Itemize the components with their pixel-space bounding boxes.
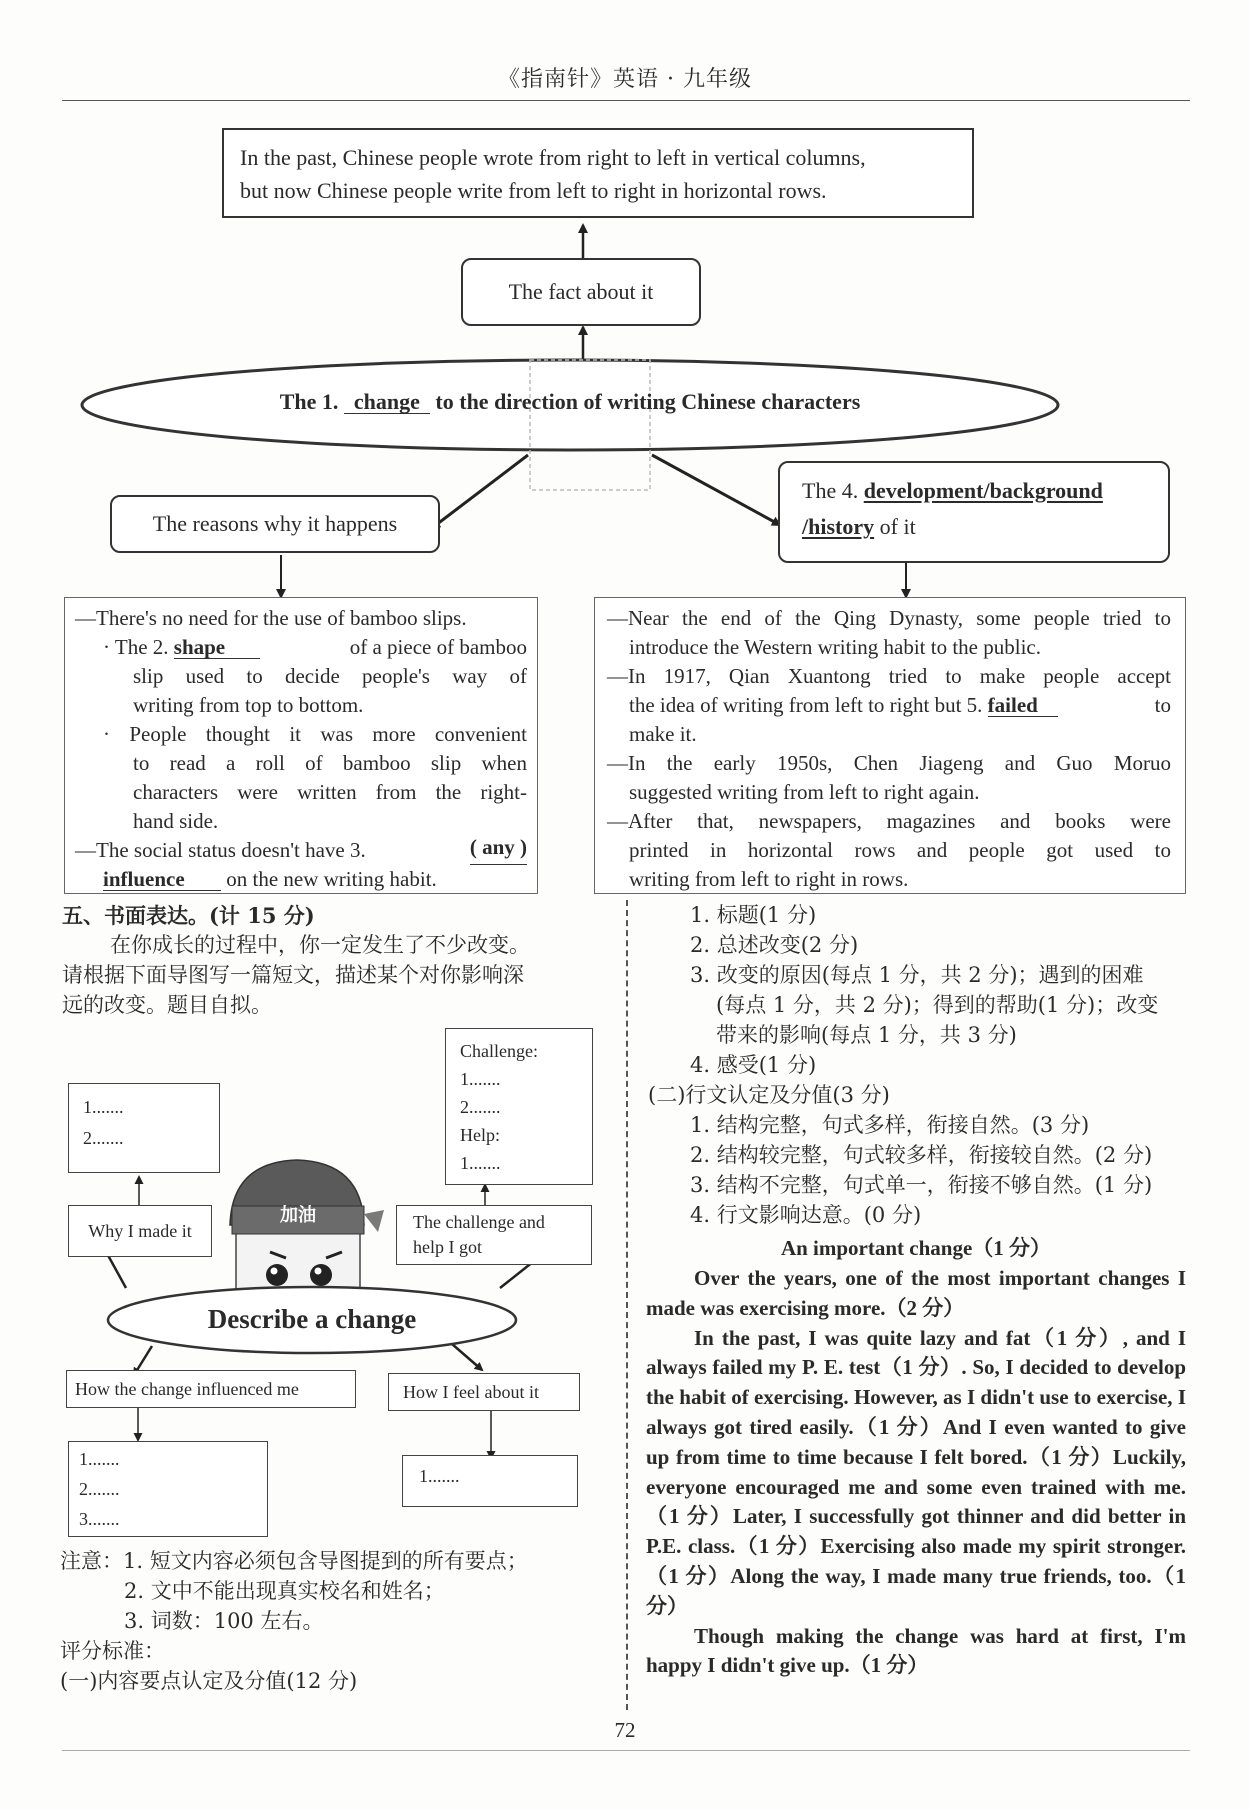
section5-prompt: [62, 930, 612, 1020]
history-item-1-line2: introduce the Western writing habit to the public.: [629, 635, 1041, 659]
reason-item-2-line2: [75, 865, 527, 894]
notes-label: 注意：: [60, 1549, 123, 1573]
scoring-criteria: [648, 900, 1193, 1230]
help-item-1: 1.......: [460, 1153, 501, 1173]
fact-about-it-node: The fact about it: [461, 258, 701, 326]
why-item-2: 2.......: [83, 1128, 124, 1148]
reasons-list-box: [64, 597, 538, 894]
content-point-2: 2. 总述改变(2 分): [690, 933, 859, 957]
note-2: 2. 文中不能出现真实校名和姓名；: [124, 1579, 445, 1603]
essay-paragraph-3: Though making the change was hard at first, I'm happy I didn't give up.（1 分）: [646, 1623, 1186, 1678]
reason-sub-2-line4: hand side.: [133, 809, 219, 833]
reason-sub-2-line1: · People thought it was more convenient: [103, 722, 527, 746]
mascot-headband-text: 加油: [280, 1205, 316, 1226]
influence-item-2: 2.......: [79, 1479, 120, 1499]
reason-item-1: —There's no need for the use of bamboo slips.: [75, 606, 467, 630]
reason-sub-2-line2: to read a roll of bamboo slip when: [133, 751, 527, 775]
style-point-4: 4. 行文影响达意。(0 分): [690, 1203, 922, 1227]
notes-block: [60, 1546, 528, 1696]
section5-heading: 五、书面表达。(计 15 分): [62, 903, 315, 928]
essay-paragraph-2: In the past, I was quite lazy and fat（1 分）, and I always failed my P. E. test（1 分）. So, I decided to develop the habit of exercising. However, as I didn't use to exercise, I always got tired easily.（1 分）And I even wanted to give up from time to time because I felt bored.（1 分）Luckily, everyone encouraged me and some even trained with me.（1 分）Later, I successfully got thinner and did better in P.E. class.（1 分）Exercising also made my spirit stronger.（1 分）Along the way, I made many true friends, too.（1 分）: [646, 1325, 1186, 1618]
history-list-box: [594, 597, 1186, 894]
feel-items-box: [402, 1455, 578, 1507]
reason-item-2-line1: [75, 836, 527, 865]
influence-items-box: [68, 1441, 268, 1537]
style-point-3: 3. 结构不完整，句式单一，衔接不够自然。(1 分): [690, 1173, 1153, 1197]
page-number: 72: [614, 1718, 636, 1742]
blank-5-suffix: to: [1154, 693, 1171, 717]
challenge-help-node: The challenge and help I got: [396, 1205, 592, 1265]
fact-detail-box: [222, 128, 974, 218]
blank-5-prefix: the idea of writing from left to right but 5.: [629, 693, 983, 717]
reason-sub-1-line2: slip used to decide people's way of: [133, 664, 527, 688]
reason-sub-2-line3: characters were written from the right-: [133, 780, 527, 804]
blank-3-answer-part1: ( any ): [470, 836, 527, 865]
challenge-label: Challenge:: [460, 1041, 538, 1061]
style-point-1: 1. 结构完整，句式多样，衔接自然。(3 分): [690, 1113, 1090, 1137]
blank-4-answer-part2: /history: [802, 514, 875, 539]
center-node-text: [82, 389, 1058, 415]
history-item-2-line1: —In 1917, Qian Xuantong tried to make people accept: [607, 664, 1171, 688]
history-item-1-line1: —Near the end of the Qing Dynasty, some people tried to: [607, 606, 1171, 630]
influence-node: How the change influenced me: [66, 1370, 356, 1408]
feel-node: How I feel about it: [388, 1373, 580, 1411]
note-3: 3. 词数：100 左右。: [124, 1609, 324, 1633]
content-scoring-heading: (一)内容要点认定及分值(12 分): [60, 1669, 358, 1693]
blank-4-answer-part1: development/background: [863, 478, 1103, 503]
reason-sub-1-line3: writing from top to bottom.: [133, 693, 364, 717]
essay-paragraph-1: Over the years, one of the most important changes I made was exercising more.（2 分）: [646, 1266, 1186, 1320]
center-prefix: The 1.: [279, 389, 339, 414]
fact-detail-line2: but now Chinese people write from left to right in horizontal rows.: [240, 178, 827, 203]
prompt-line-2: 请根据下面导图写一篇短文，描述某个对你影响深: [62, 963, 524, 987]
blank-1-answer: change: [344, 390, 430, 414]
column-divider: [626, 900, 628, 1710]
content-point-3-line1: 3. 改变的原因(每点 1 分，共 2 分)；遇到的困难: [690, 963, 1144, 987]
history-item-4-line2: printed in horizontal rows and people got used to: [629, 838, 1171, 862]
history-item-4-line1: —After that, newspapers, magazines and books were: [607, 809, 1171, 833]
influence-item-3: 3.......: [79, 1509, 120, 1529]
sample-essay: [646, 1264, 1186, 1681]
style-scoring-heading: (二)行文认定及分值(3 分): [648, 1083, 890, 1107]
arrow-center-to-feel: [452, 1344, 482, 1370]
prompt-line-1: 在你成长的过程中，你一定发生了不少改变。: [110, 933, 530, 957]
why-items-box: [68, 1083, 220, 1173]
content-point-3-line2: (每点 1 分，共 2 分)；得到的帮助(1 分)；改变: [716, 993, 1159, 1017]
blank-3-prefix: —The social status doesn't have 3.: [75, 838, 366, 862]
history-item-3-line2: suggested writing from left to right again.: [629, 780, 980, 804]
blank-3-answer-part2: influence: [103, 868, 221, 891]
mascot-illustration: [230, 1160, 384, 1305]
arrow-center-to-development: [652, 455, 780, 525]
history-item-4-line3: writing from left to right in rows.: [629, 867, 909, 891]
challenge-item-2: 2.......: [460, 1097, 501, 1117]
content-point-3-line3: 带来的影响(每点 1 分，共 3 分): [716, 1023, 1017, 1047]
content-point-1: 1. 标题(1 分): [690, 903, 817, 927]
help-label: Help:: [460, 1125, 500, 1145]
feel-item-1: 1.......: [419, 1466, 460, 1486]
why-item-1: 1.......: [83, 1097, 124, 1117]
history-item-2-line3: make it.: [629, 722, 697, 746]
development-prefix: The 4.: [802, 478, 859, 503]
reason-item-2-suffix: on the new writing habit.: [226, 867, 437, 891]
fact-detail-line1: In the past, Chinese people wrote from right to left in vertical columns,: [240, 145, 866, 170]
style-point-2: 2. 结构较完整，句式较多样，衔接较自然。(2 分): [690, 1143, 1153, 1167]
blank-5-answer: failed: [988, 694, 1058, 717]
describe-change-center: Describe a change: [207, 1304, 417, 1334]
reason-sub-1-rest: of a piece of bamboo: [349, 635, 527, 659]
development-node: [778, 461, 1170, 563]
reason-sub-1-line1: [75, 633, 527, 662]
prompt-line-3: 远的改变。题目自拟。: [62, 993, 272, 1017]
essay-title: An important change（1 分）: [780, 1236, 1052, 1260]
scoring-label: 评分标准：: [60, 1639, 165, 1663]
center-suffix: to the direction of writing Chinese characters: [435, 389, 861, 414]
arrow-center-to-reasons: [432, 455, 528, 528]
influence-item-1: 1.......: [79, 1449, 120, 1469]
page-header-title: 《指南针》英语 · 九年级: [498, 67, 752, 92]
history-item-3-line1: —In the early 1950s, Chen Jiageng and Guo Moruo: [607, 751, 1171, 775]
content-point-4: 4. 感受(1 分): [690, 1053, 817, 1077]
blank-2-answer: shape: [174, 636, 260, 659]
footer-divider: [62, 1750, 1190, 1751]
why-node: Why I made it: [68, 1205, 212, 1257]
blank-2-prefix: · The 2.: [103, 635, 169, 659]
reasons-node: The reasons why it happens: [110, 495, 440, 553]
note-1: 1. 短文内容必须包含导图提到的所有要点；: [123, 1549, 528, 1573]
challenge-help-box: [445, 1028, 593, 1185]
history-item-2-line2: [607, 691, 1171, 720]
development-suffix: of it: [879, 514, 916, 539]
challenge-item-1: 1.......: [460, 1069, 501, 1089]
